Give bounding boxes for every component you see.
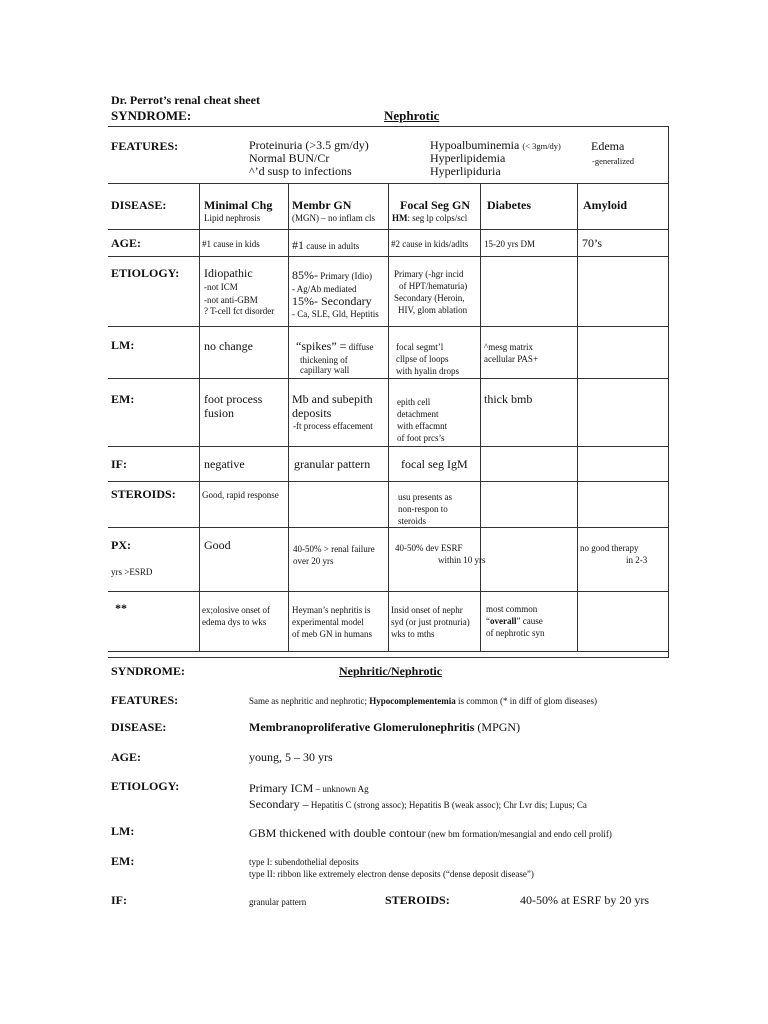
steroids-fsgn-line2: non-respon to bbox=[398, 504, 448, 515]
px-mgn-line2: over 20 yrs bbox=[293, 556, 334, 567]
lm-diabetes bbox=[484, 341, 538, 365]
etiology-fsgn-line3: Secondary (Heroin, bbox=[394, 293, 465, 304]
if2-text: granular pattern bbox=[249, 897, 307, 907]
features-label: FEATURES: bbox=[111, 139, 179, 153]
etiology-label: ETIOLOGY: bbox=[111, 266, 180, 280]
steroids2-text: 40-50% at ESRF by 20 yrs bbox=[520, 893, 649, 907]
features2-text bbox=[249, 696, 597, 706]
notes-mgn-line3: of meb GN in humans bbox=[292, 629, 372, 640]
features2-hypocomplementemia: Hypocomplementemia bbox=[369, 696, 456, 706]
notes-fsgn-line2: syd (or just protnuria) bbox=[391, 617, 470, 628]
features2-label: FEATURES: bbox=[111, 693, 179, 707]
age-membranous-gn-rank: #1 bbox=[292, 238, 304, 252]
lm2-gbm: GBM thickened with double contour bbox=[249, 826, 426, 840]
feature-hyperlipidemia: Hyperlipidemia bbox=[430, 151, 506, 166]
steroids2-label: STEROIDS: bbox=[385, 893, 450, 907]
steroids-fsgn-line1: usu presents as bbox=[398, 492, 452, 502]
nephrotic-heading: Nephrotic bbox=[384, 108, 440, 123]
em-mgn-line2: deposits bbox=[292, 406, 332, 421]
notes-fsgn-line3: wks to mths bbox=[391, 629, 435, 640]
disease-label: DISEASE: bbox=[111, 198, 167, 212]
disease-focal-seg-gn-sub-bold: HM bbox=[392, 213, 408, 223]
disease2-mpgn-abbr: (MPGN) bbox=[474, 720, 521, 734]
syndrome2-label: SYNDROME: bbox=[111, 664, 185, 678]
em-mc-line2: fusion bbox=[204, 406, 234, 421]
feature-infections: ^’d susp to infections bbox=[249, 164, 352, 179]
feature-normal-bun: Normal BUN/Cr bbox=[249, 151, 330, 166]
em-label: EM: bbox=[111, 392, 135, 406]
disease-focal-seg-gn-sub-text: : seg lp colps/scl bbox=[407, 213, 468, 223]
lm-fsgn-line1: focal segmt’l bbox=[396, 342, 444, 352]
etiology-membranous-gn bbox=[292, 266, 379, 319]
em2-type1: type I: subendothelial deposits bbox=[249, 857, 359, 867]
etiology-mc-line3: -not anti-GBM bbox=[204, 295, 258, 305]
disease-membranous-gn-sub: (MGN) – no inflam cls bbox=[292, 213, 375, 223]
notes-mgn-line2: experimental model bbox=[292, 617, 364, 628]
lm-membranous-gn bbox=[296, 337, 374, 375]
disease-minimal-change-sub: Lipid nephrosis bbox=[204, 213, 261, 223]
notes-membranous-gn bbox=[292, 604, 372, 640]
age-focal-seg-gn: #2 cause in kids/adlts bbox=[391, 239, 469, 249]
rule bbox=[108, 651, 669, 652]
lm-fsgn-line3: with hyalin drops bbox=[396, 366, 459, 377]
rule bbox=[480, 183, 481, 651]
nephritic-nephrotic-heading: Nephritic/Nephrotic bbox=[339, 664, 443, 678]
disease-diabetes: Diabetes bbox=[487, 198, 531, 212]
rule bbox=[577, 183, 578, 651]
etiology-mc-line1: Idiopathic bbox=[204, 266, 253, 280]
document-title: Dr. Perrot’s renal cheat sheet bbox=[111, 93, 260, 107]
etiology2-unknown-ag: – unknown Ag bbox=[313, 784, 369, 794]
etiology2-primary: Primary ICM bbox=[249, 781, 314, 795]
features2-text-c: is common (* in diff of glom diseases) bbox=[455, 696, 598, 706]
disease2-mpgn bbox=[249, 720, 520, 735]
rule bbox=[388, 183, 389, 651]
notes-focal-seg-gn bbox=[391, 604, 470, 640]
em-fsgn-line1: epith cell bbox=[397, 397, 431, 407]
feature-proteinuria: Proteinuria (>3.5 gm/dy) bbox=[249, 138, 369, 152]
steroids-label: STEROIDS: bbox=[111, 487, 176, 501]
lm-fsgn-line2: cllpse of loops bbox=[396, 354, 449, 365]
feature-edema-generalized: -generalized bbox=[592, 156, 634, 166]
px-label: PX: bbox=[111, 538, 131, 552]
age-label: AGE: bbox=[111, 236, 141, 250]
notes-diabetes-line1: most common bbox=[486, 604, 538, 614]
disease2-label: DISEASE: bbox=[111, 720, 167, 734]
px-fsgn-line1: 40-50% dev ESRF bbox=[395, 543, 463, 553]
notes-mgn-line1: Heyman’s nephritis is bbox=[292, 605, 371, 615]
disease2-mpgn-name: Membranoproliferative Glomerulonephritis bbox=[249, 720, 475, 734]
age2-text: young, 5 – 30 yrs bbox=[249, 750, 333, 764]
etiology-mgn-pct-primary: 85%- bbox=[292, 268, 318, 282]
features-col1 bbox=[249, 139, 369, 179]
etiology-fsgn-line2: of HPT/hematuria) bbox=[399, 281, 468, 292]
etiology-mgn-line2: - Ag/Ab mediated bbox=[292, 284, 357, 294]
rule bbox=[108, 126, 669, 127]
px-amyloid-overflow: yrs >ESRD bbox=[111, 567, 153, 577]
lm2-label: LM: bbox=[111, 824, 135, 838]
em-mgn-effacement: -ft process effacement bbox=[293, 421, 373, 431]
disease-focal-seg-gn: Focal Seg GN bbox=[400, 198, 470, 212]
em-fsgn-line3: with effacmnt bbox=[397, 421, 448, 432]
etiology2-line2 bbox=[249, 795, 587, 813]
etiology2-label: ETIOLOGY: bbox=[111, 779, 180, 793]
rule bbox=[108, 657, 669, 658]
rule bbox=[668, 126, 669, 657]
if-membranous-gn: granular pattern bbox=[294, 457, 371, 471]
em-minimal-change bbox=[204, 392, 262, 421]
em-fsgn-line2: detachment bbox=[397, 409, 439, 420]
age-amyloid: 70’s bbox=[582, 236, 603, 250]
syndrome-label: SYNDROME: bbox=[111, 108, 192, 123]
em-mc-line1: foot process bbox=[204, 392, 263, 406]
age-diabetes: 15-20 yrs DM bbox=[484, 239, 535, 249]
em-membranous-gn bbox=[292, 392, 373, 421]
if-label: IF: bbox=[111, 457, 127, 471]
if-focal-seg-gn: focal seg IgM bbox=[401, 457, 468, 471]
feature-edema: Edema bbox=[591, 139, 625, 153]
lm-focal-seg-gn bbox=[396, 341, 459, 377]
etiology-mgn-primary: Primary (Idio) bbox=[318, 271, 372, 281]
px-minimal-change: Good bbox=[204, 538, 231, 552]
em-diabetes: thick bmb bbox=[484, 392, 533, 406]
if-minimal-change: negative bbox=[204, 457, 245, 471]
notes-label: ** bbox=[115, 601, 127, 615]
px-mgn-line1: 40-50% > renal failure bbox=[293, 544, 375, 554]
etiology-fsgn-line1: Primary (-hgr incid bbox=[394, 269, 464, 279]
feature-hyperlipiduria: Hyperlipiduria bbox=[430, 164, 501, 179]
lm-diabetes-line1: ^mesg matrix bbox=[484, 342, 533, 352]
lm-diabetes-line2: acellular PAS+ bbox=[484, 354, 538, 365]
lm-mgn-spikes: “spikes” = bbox=[296, 339, 347, 353]
rule bbox=[199, 183, 200, 651]
feature-hypoalbuminemia-value: (< 3gm/dy) bbox=[522, 141, 561, 151]
em-focal-seg-gn bbox=[397, 396, 447, 445]
etiology-mc-line2: -not ICM bbox=[204, 282, 238, 292]
steroids-minimal-change: Good, rapid response bbox=[202, 490, 279, 500]
px-membranous-gn bbox=[293, 543, 375, 567]
steroids-focal-seg-gn bbox=[398, 491, 452, 527]
lm-mgn-line3: capillary wall bbox=[300, 365, 350, 375]
em2-type2: type II: ribbon like extremely electron dense deposits (“dense deposit disease”) bbox=[249, 869, 534, 879]
etiology2-secondary: Secondary – bbox=[249, 797, 309, 811]
notes-mc-line1: ex;olosive onset of bbox=[202, 605, 270, 615]
lm-label: LM: bbox=[111, 338, 135, 352]
notes-diabetes-cause: ” cause bbox=[516, 616, 543, 626]
lm-mgn-diffuse: diffuse bbox=[346, 342, 374, 352]
px-amyloid-line2: in 2-3 bbox=[626, 555, 648, 565]
if2-label: IF: bbox=[111, 893, 127, 907]
em-mgn-line1: Mb and subepith bbox=[292, 392, 373, 406]
px-fsgn-line2: within 10 yrs bbox=[438, 555, 486, 565]
age-minimal-change: #1 cause in kids bbox=[202, 239, 260, 249]
etiology-fsgn-line4: HIV, glom ablation bbox=[398, 305, 468, 316]
rule bbox=[288, 183, 289, 651]
disease-membranous-gn: Membr GN bbox=[292, 198, 352, 212]
notes-diabetes-line3: of nephrotic syn bbox=[486, 628, 545, 638]
etiology-focal-seg-gn bbox=[394, 268, 467, 317]
etiology-mgn-line4: - Ca, SLE, Gld, Heptitis bbox=[292, 309, 379, 319]
age-membranous-gn-text: cause in adults bbox=[304, 241, 360, 251]
features-col2 bbox=[430, 139, 561, 179]
em2-label: EM: bbox=[111, 854, 135, 868]
etiology2-secondary-causes: Hepatitis C (strong assoc); Hepatitis B (weak assoc); Chr Lvr dis; Lupus; Ca bbox=[308, 800, 587, 810]
notes-diabetes-quote-open: “ bbox=[486, 616, 490, 626]
notes-diabetes-overall: overall bbox=[490, 616, 517, 626]
age-membranous-gn bbox=[292, 236, 359, 254]
steroids-fsgn-line3: steroids bbox=[398, 516, 426, 527]
features2-text-a: Same as nephritic and nephrotic; bbox=[249, 696, 370, 706]
px-amyloid-line1: no good therapy bbox=[580, 543, 639, 553]
lm2-text bbox=[249, 824, 612, 842]
disease-amyloid: Amyloid bbox=[583, 198, 628, 212]
notes-fsgn-line1: Insid onset of nephr bbox=[391, 605, 463, 615]
lm2-detail: (new bm formation/mesangial and endo cell prolif) bbox=[425, 829, 612, 839]
em-fsgn-line4: of foot prcs’s bbox=[397, 433, 445, 444]
age2-label: AGE: bbox=[111, 750, 141, 764]
notes-mc-line2: edema dys to wks bbox=[202, 617, 267, 628]
notes-minimal-change bbox=[202, 604, 270, 628]
lm-mgn-line2: thickening of bbox=[300, 355, 348, 365]
lm-minimal-change: no change bbox=[204, 339, 253, 353]
etiology-minimal-change bbox=[204, 266, 274, 316]
etiology-mgn-line3: 15%- Secondary bbox=[292, 294, 372, 308]
feature-hypoalbuminemia: Hypoalbuminemia bbox=[430, 138, 520, 152]
etiology-mc-line4: ? T-cell fct disorder bbox=[204, 306, 275, 316]
notes-diabetes-line2 bbox=[486, 616, 543, 626]
disease-minimal-change: Minimal Chg bbox=[204, 198, 273, 212]
disease-focal-seg-gn-sub bbox=[392, 213, 467, 223]
